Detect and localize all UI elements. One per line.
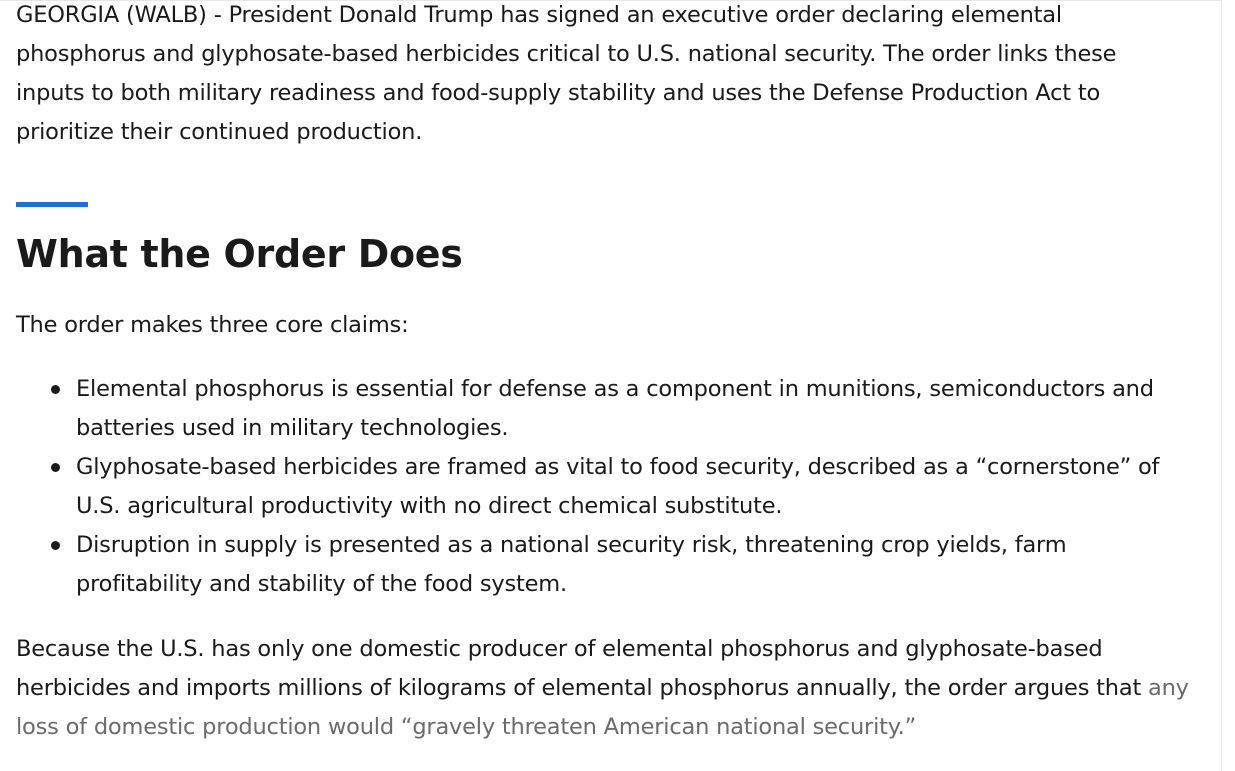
right-divider [1221,0,1222,771]
list-item [16,370,1191,448]
closing-text: Because the U.S. has only one domestic producer of elemental phosphorus and glyphosate-based herbicides and imports millions of kilograms of elemental phosphorus annually, the order argues that [16,636,1149,701]
closing-faded-text: any loss of domestic production would “gravely threaten American national security.” [16,675,1189,740]
section-heading: What the Order Does [16,232,463,276]
bullet-icon [51,541,60,550]
list-item-text: Elemental phosphorus is essential for defense as a component in munitions, semiconductors and batteries used in military technologies. [76,376,1154,441]
list-item [16,526,1191,604]
list-item [16,448,1191,526]
bullet-icon [51,463,60,472]
list-item-text: Glyphosate-based herbicides are framed as vital to food security, described as a “cornerstone” of U.S. agricultural productivity with no direct chemical substitute. [76,454,1160,519]
intro-paragraph: GEORGIA (WALB) - President Donald Trump has signed an executive order declaring elemental phosphorus and glyphosate-based herbicides critical to U.S. national security. The order links these inputs to both military readiness and food-supply stability and uses the Defense Production Act to prioritize their continued production. [16,2,1117,145]
list-item-text: Disruption in supply is presented as a national security risk, threatening crop yields, farm profitability and stability of the food system. [76,532,1067,597]
bullet-icon [51,385,60,394]
section-accent-bar [16,202,88,207]
article-body [16,0,1191,747]
claims-list [16,370,1191,604]
lead-paragraph: The order makes three core claims: [16,312,409,338]
closing-paragraph [16,630,1191,747]
